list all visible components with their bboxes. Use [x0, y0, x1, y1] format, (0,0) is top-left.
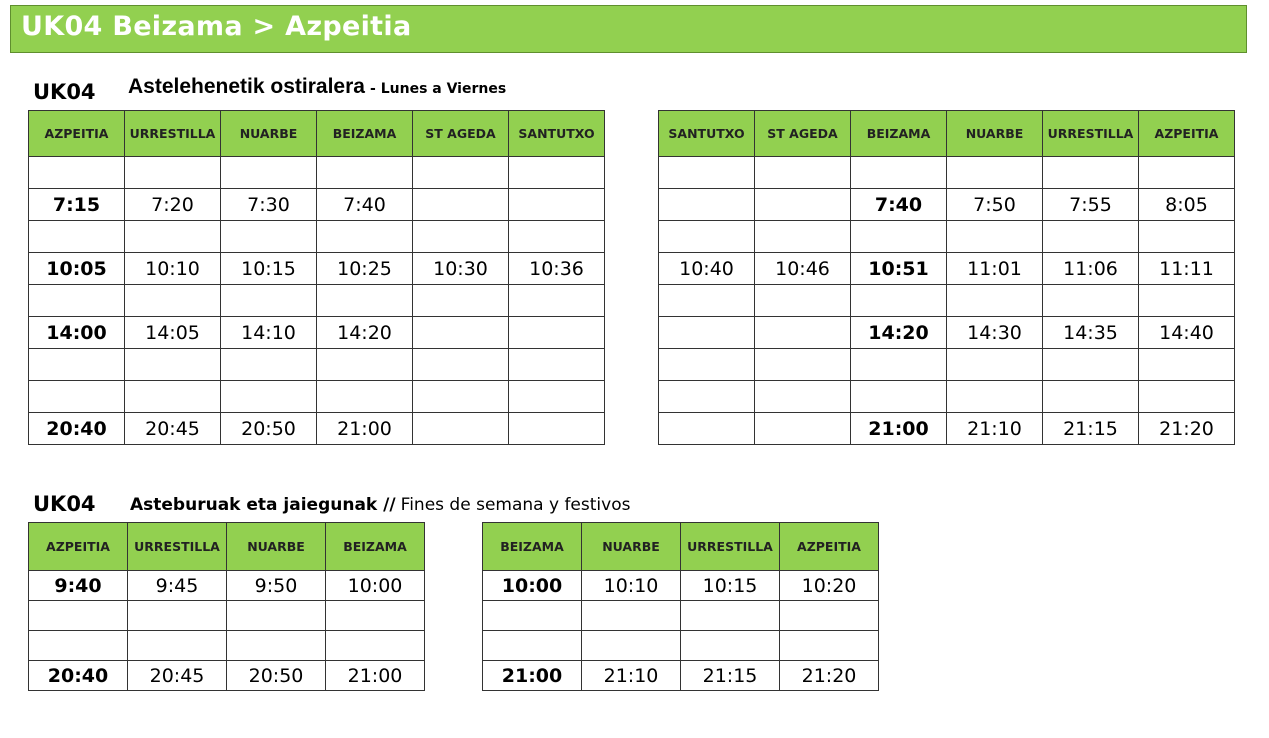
departure-time-cell [1043, 381, 1139, 413]
departure-time-cell [128, 631, 227, 661]
table-row [483, 571, 879, 601]
weekday-title: Astelehenetik ostiralera [128, 75, 365, 98]
table-row [659, 285, 1235, 317]
departure-time-cell: 10:25 [317, 253, 413, 285]
departure-time-cell: 20:50 [221, 413, 317, 445]
weekend-return-stop-header: NUARBE [582, 523, 681, 571]
weekend-outbound-stop-header: BEIZAMA [326, 523, 425, 571]
departure-time-cell: 7:30 [221, 189, 317, 221]
weekend-return-stop-header: AZPEITIA [780, 523, 879, 571]
departure-time-cell: 21:10 [947, 413, 1043, 445]
departure-time-cell [851, 349, 947, 381]
weekday-return-stop-header: SANTUTXO [659, 111, 755, 157]
departure-time-cell [659, 349, 755, 381]
departure-time-cell [1139, 285, 1235, 317]
table-row [29, 189, 605, 221]
weekday-subtitle: - Lunes a Viernes [370, 81, 507, 97]
weekend-subtitle: Fines de semana y festivos [400, 495, 631, 515]
departure-time-cell: 21:10 [582, 661, 681, 691]
departure-time-cell [1043, 221, 1139, 253]
departure-time-cell [326, 601, 425, 631]
departure-time-cell [29, 221, 125, 253]
departure-time-cell [227, 631, 326, 661]
table-row [29, 285, 605, 317]
departure-time-cell [755, 349, 851, 381]
table-row [29, 253, 605, 285]
departure-time-cell [413, 317, 509, 349]
departure-time-cell [326, 631, 425, 661]
departure-time-cell: 7:20 [125, 189, 221, 221]
weekday-return-stop-header: BEIZAMA [851, 111, 947, 157]
departure-time-cell [851, 157, 947, 189]
departure-time-cell [755, 221, 851, 253]
departure-time-cell [509, 221, 605, 253]
table-row [29, 317, 605, 349]
departure-time-cell [509, 317, 605, 349]
departure-time-cell [29, 349, 125, 381]
table-row [659, 317, 1235, 349]
weekend-return-stop-header: URRESTILLA [681, 523, 780, 571]
departure-time-cell: 21:00 [317, 413, 413, 445]
departure-time-cell: 21:00 [326, 661, 425, 691]
departure-time-cell: 20:50 [227, 661, 326, 691]
departure-time-cell: 11:01 [947, 253, 1043, 285]
departure-time-cell [483, 601, 582, 631]
departure-time-cell: 10:46 [755, 253, 851, 285]
weekend-return-stop-header: BEIZAMA [483, 523, 582, 571]
departure-time-cell [1043, 285, 1139, 317]
departure-time-cell: 9:45 [128, 571, 227, 601]
departure-time-cell [29, 285, 125, 317]
departure-time-cell [509, 285, 605, 317]
departure-time-cell: 8:05 [1139, 189, 1235, 221]
departure-time-cell: 10:00 [326, 571, 425, 601]
departure-time-cell [221, 221, 317, 253]
departure-time-cell [780, 631, 879, 661]
departure-time-cell [317, 157, 413, 189]
departure-time-cell: 9:50 [227, 571, 326, 601]
table-row [29, 601, 425, 631]
departure-time-cell [125, 285, 221, 317]
table-row [659, 413, 1235, 445]
departure-time-cell [851, 285, 947, 317]
weekday-outbound-stop-header: ST AGEDA [413, 111, 509, 157]
departure-time-cell [128, 601, 227, 631]
departure-time-cell [659, 221, 755, 253]
table-row [483, 601, 879, 631]
departure-time-cell: 14:10 [221, 317, 317, 349]
departure-time-cell [947, 285, 1043, 317]
departure-time-cell [1139, 157, 1235, 189]
weekend-title: Asteburuak eta jaiegunak // [130, 495, 396, 515]
departure-time-cell [125, 157, 221, 189]
departure-time-cell [125, 381, 221, 413]
departure-time-cell: 7:50 [947, 189, 1043, 221]
weekday-heading [128, 75, 506, 99]
departure-time-cell [582, 601, 681, 631]
departure-time-cell [29, 631, 128, 661]
departure-time-cell: 14:20 [851, 317, 947, 349]
departure-time-cell [317, 381, 413, 413]
departure-time-cell [29, 381, 125, 413]
departure-time-cell: 7:40 [317, 189, 413, 221]
departure-time-cell: 14:00 [29, 317, 125, 349]
departure-time-cell: 10:40 [659, 253, 755, 285]
table-row [659, 189, 1235, 221]
table-row [29, 413, 605, 445]
table-row [659, 349, 1235, 381]
departure-time-cell [509, 413, 605, 445]
departure-time-cell [29, 601, 128, 631]
weekend-route-code: UK04 [33, 492, 96, 516]
departure-time-cell [755, 413, 851, 445]
weekday-outbound-header-row [29, 111, 605, 157]
departure-time-cell: 10:10 [125, 253, 221, 285]
table-row [29, 661, 425, 691]
route-title: UK04 Beizama > Azpeitia [21, 11, 412, 42]
departure-time-cell: 7:15 [29, 189, 125, 221]
departure-time-cell [947, 349, 1043, 381]
departure-time-cell: 20:45 [125, 413, 221, 445]
departure-time-cell [317, 221, 413, 253]
departure-time-cell [851, 381, 947, 413]
weekday-return-header-row [659, 111, 1235, 157]
departure-time-cell [413, 413, 509, 445]
departure-time-cell: 9:40 [29, 571, 128, 601]
departure-time-cell [582, 631, 681, 661]
table-row [29, 157, 605, 189]
departure-time-cell [227, 601, 326, 631]
departure-time-cell [659, 157, 755, 189]
departure-time-cell: 20:40 [29, 661, 128, 691]
departure-time-cell [483, 631, 582, 661]
departure-time-cell: 20:40 [29, 413, 125, 445]
departure-time-cell: 11:11 [1139, 253, 1235, 285]
departure-time-cell [125, 221, 221, 253]
table-row [483, 661, 879, 691]
departure-time-cell [221, 285, 317, 317]
weekday-route-code: UK04 [33, 80, 96, 104]
departure-time-cell [681, 631, 780, 661]
weekend-outbound-table [28, 522, 425, 691]
table-row [659, 221, 1235, 253]
table-row [659, 381, 1235, 413]
departure-time-cell [659, 317, 755, 349]
table-row [659, 253, 1235, 285]
weekday-return-stop-header: ST AGEDA [755, 111, 851, 157]
route-banner [10, 5, 1247, 53]
departure-time-cell [755, 317, 851, 349]
departure-time-cell [681, 601, 780, 631]
departure-time-cell [221, 381, 317, 413]
weekend-outbound-stop-header: NUARBE [227, 523, 326, 571]
weekend-return-header-row [483, 523, 879, 571]
weekend-outbound-stop-header: AZPEITIA [29, 523, 128, 571]
departure-time-cell [1043, 349, 1139, 381]
weekday-outbound-stop-header: SANTUTXO [509, 111, 605, 157]
weekend-outbound-header-row [29, 523, 425, 571]
departure-time-cell: 21:20 [780, 661, 879, 691]
departure-time-cell [659, 285, 755, 317]
table-row [29, 631, 425, 661]
weekend-return-table [482, 522, 879, 691]
departure-time-cell: 10:15 [221, 253, 317, 285]
departure-time-cell [1043, 157, 1139, 189]
departure-time-cell: 14:05 [125, 317, 221, 349]
departure-time-cell [659, 189, 755, 221]
weekday-return-stop-header: NUARBE [947, 111, 1043, 157]
departure-time-cell [659, 381, 755, 413]
departure-time-cell [413, 221, 509, 253]
departure-time-cell: 21:15 [681, 661, 780, 691]
weekday-outbound-stop-header: AZPEITIA [29, 111, 125, 157]
departure-time-cell [755, 189, 851, 221]
departure-time-cell [1139, 221, 1235, 253]
departure-time-cell: 21:00 [483, 661, 582, 691]
departure-time-cell [755, 285, 851, 317]
departure-time-cell: 10:51 [851, 253, 947, 285]
departure-time-cell: 14:30 [947, 317, 1043, 349]
departure-time-cell: 10:36 [509, 253, 605, 285]
departure-time-cell: 21:00 [851, 413, 947, 445]
weekend-heading [130, 495, 630, 515]
departure-time-cell: 20:45 [128, 661, 227, 691]
departure-time-cell [413, 189, 509, 221]
departure-time-cell [221, 157, 317, 189]
departure-time-cell [509, 349, 605, 381]
departure-time-cell [413, 157, 509, 189]
weekend-outbound-stop-header: URRESTILLA [128, 523, 227, 571]
weekday-outbound-table [28, 110, 605, 445]
departure-time-cell: 10:10 [582, 571, 681, 601]
table-row [29, 221, 605, 253]
weekday-outbound-stop-header: BEIZAMA [317, 111, 413, 157]
departure-time-cell [413, 285, 509, 317]
departure-time-cell: 21:15 [1043, 413, 1139, 445]
weekday-return-table [658, 110, 1235, 445]
departure-time-cell: 10:30 [413, 253, 509, 285]
departure-time-cell [413, 349, 509, 381]
departure-time-cell [29, 157, 125, 189]
table-row [29, 571, 425, 601]
departure-time-cell [947, 221, 1043, 253]
departure-time-cell [317, 285, 413, 317]
table-row [483, 631, 879, 661]
departure-time-cell [221, 349, 317, 381]
departure-time-cell: 14:20 [317, 317, 413, 349]
departure-time-cell: 10:20 [780, 571, 879, 601]
departure-time-cell: 7:55 [1043, 189, 1139, 221]
departure-time-cell [659, 413, 755, 445]
table-row [29, 381, 605, 413]
departure-time-cell [509, 381, 605, 413]
departure-time-cell: 11:06 [1043, 253, 1139, 285]
departure-time-cell [947, 157, 1043, 189]
weekday-outbound-stop-header: URRESTILLA [125, 111, 221, 157]
departure-time-cell [780, 601, 879, 631]
departure-time-cell: 14:40 [1139, 317, 1235, 349]
departure-time-cell: 21:20 [1139, 413, 1235, 445]
table-row [659, 157, 1235, 189]
departure-time-cell [125, 349, 221, 381]
departure-time-cell [509, 157, 605, 189]
departure-time-cell [413, 381, 509, 413]
table-row [29, 349, 605, 381]
departure-time-cell [1139, 349, 1235, 381]
departure-time-cell [755, 157, 851, 189]
departure-time-cell: 10:15 [681, 571, 780, 601]
departure-time-cell [755, 381, 851, 413]
departure-time-cell [947, 381, 1043, 413]
departure-time-cell [1139, 381, 1235, 413]
departure-time-cell [509, 189, 605, 221]
departure-time-cell [851, 221, 947, 253]
departure-time-cell [317, 349, 413, 381]
departure-time-cell: 7:40 [851, 189, 947, 221]
weekday-return-stop-header: AZPEITIA [1139, 111, 1235, 157]
departure-time-cell: 10:05 [29, 253, 125, 285]
weekday-return-stop-header: URRESTILLA [1043, 111, 1139, 157]
departure-time-cell: 10:00 [483, 571, 582, 601]
departure-time-cell: 14:35 [1043, 317, 1139, 349]
weekday-outbound-stop-header: NUARBE [221, 111, 317, 157]
